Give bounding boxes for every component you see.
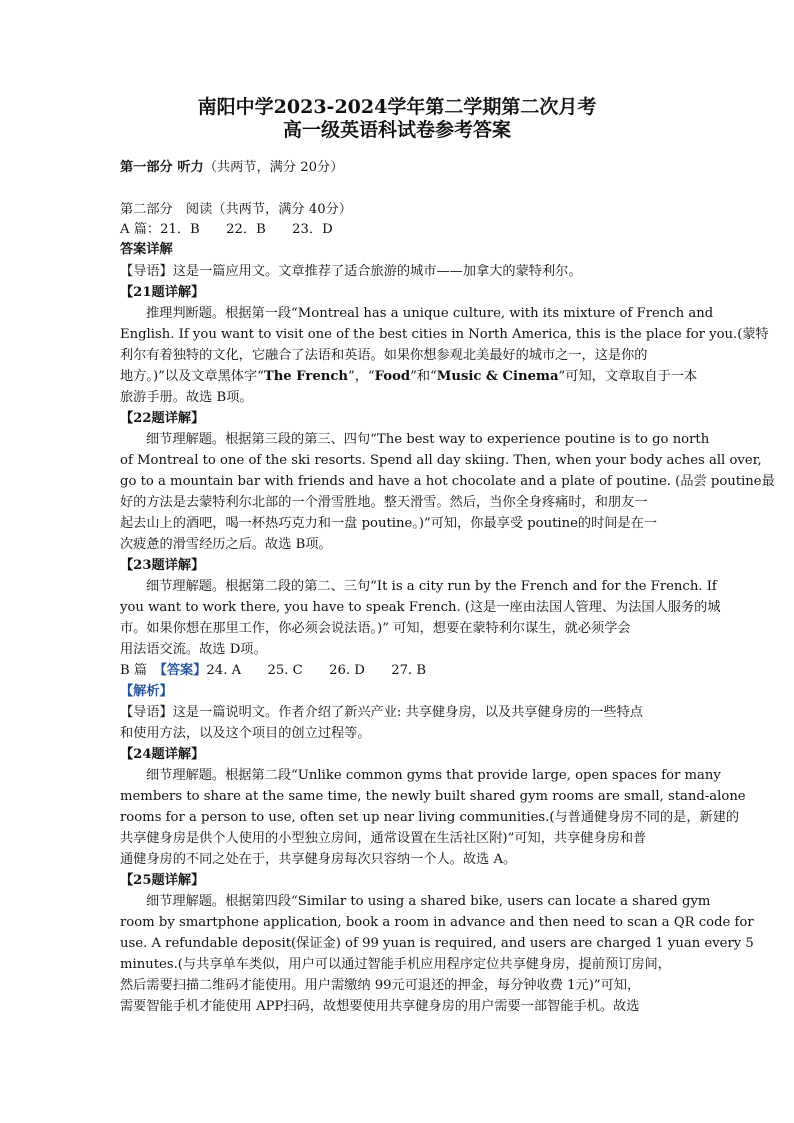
q21-text: ”，“ [347, 369, 375, 384]
keyword-the-french: The French [263, 369, 348, 384]
q24-line: rooms for a person to use, often set up near living communities.(与普通健身房不同的是，新建的 [120, 810, 740, 825]
keyword-food: Food [374, 369, 411, 384]
q21-line: 推理判断题。根据第一段“Montreal has a unique culture, with its mixture of French and [146, 306, 714, 321]
keyword-music-cinema: Music & Cinema [436, 369, 559, 384]
q23-line: you want to work there, you have to speak French. (这是一座由法国人管理、为法国人服务的城 [120, 600, 721, 615]
q22-line: of Montreal to one of the ski resorts. Spend all day skiing. Then, when your body aches all over, [120, 453, 762, 468]
q23-line: 细节理解题。根据第二段的第二、三句“It is a city run by the French and for the French. If [146, 579, 717, 594]
q22-line: 起去山上的酒吧，喝一杯热巧克力和一盘 poutine。)”可知，你最享受 poutine的时间是在一 [120, 516, 658, 531]
q25-line: 需要智能手机才能使用 APP扫码，故想要使用共享健身房的用户需要一部智能手机。故选 [120, 999, 640, 1014]
q22-line: 细节理解题。根据第三段的第三、四句“The best way to experience poutine is to go north [146, 432, 710, 447]
q22-label: 【22题详解】 [120, 411, 205, 426]
q23-line: 用法语交流。故选 D项。 [120, 642, 267, 657]
q21-line: English. If you want to visit one of the best cities in North America, this is the place for you.(蒙特 [120, 327, 769, 342]
document-subtitle: 高一级英语科试卷参考答案 [282, 119, 511, 141]
q22-line: 好的方法是去蒙特利尔北部的一个滑雪胜地。整天滑雪。然后，当你全身疼痛时，和朋友一 [120, 495, 648, 510]
q25-line: use. A refundable deposit(保证金) of 99 yuan is required, and users are charged 1 yuan every 5 [120, 936, 754, 951]
q21-label: 【21题详解】 [120, 285, 205, 300]
part1-heading-rest: （共两节，满分 20分） [203, 160, 344, 175]
a-answers: A 篇：21．B 22．B 23．D [120, 222, 333, 237]
q25-line: 细节理解题。根据第四段“Similar to using a shared bike, users can locate a shared gym [146, 894, 711, 909]
b-guide-line: 【导语】这是一篇说明文。作者介绍了新兴产业: 共享健身房，以及共享健身房的一些特点 [120, 705, 643, 720]
b-answer-label: 【答案】 [160, 663, 207, 678]
q22-line: go to a mountain bar with friends and have a hot chocolate and a plate of poutine. (品尝 poutine最 [120, 474, 775, 489]
q21-text: ”和“ [410, 369, 437, 384]
b-answers: 24. A 25. C 26. D 27. B [206, 663, 427, 678]
document-title: 南阳中学2023-2024学年第二学期第二次月考 [197, 96, 597, 118]
q24-line: 细节理解题。根据第二段“Unlike common gyms that provide large, open spaces for many [146, 768, 721, 783]
detail-label: 答案详解 [120, 242, 173, 257]
part2-heading: 第二部分 阅读（共两节，满分 40分） [120, 202, 352, 217]
q24-line: 共享健身房是供个人使用的小型独立房间，通常设置在生活社区附)”可知，共享健身房和普 [120, 831, 647, 846]
b-prefix: B 篇 [120, 663, 161, 678]
part1-heading-bold: 第一部分 听力 [120, 160, 204, 175]
q23-line: 市。如果你想在那里工作，你必须会说法语。)” 可知，想要在蒙特利尔谋生，就必须学会 [120, 621, 631, 636]
q22-line: 次疲惫的滑雪经历之后。故选 B项。 [120, 537, 332, 552]
q25-line: room by smartphone application, book a room in advance and then need to scan a QR code for [120, 915, 754, 930]
q21-text: 地方。)”以及文章黑体字“ [120, 369, 264, 384]
q25-line: 然后需要扫描二维码才能使用。用户需缴纳 99元可退还的押金，每分钟收费 1元)”可知， [120, 978, 641, 993]
b-answers-row [120, 661, 680, 681]
q25-label: 【25题详解】 [120, 873, 205, 888]
b-guide-line: 和使用方法，以及这个项目的创立过程等。 [120, 726, 371, 741]
a-guide: 【导语】这是一篇应用文。文章推荐了适合旅游的城市——加拿大的蒙特利尔。 [120, 264, 582, 279]
part1-heading [120, 158, 680, 178]
q21-line: 利尔有着独特的文化，它融合了法语和英语。如果你想参观北美最好的城市之一，这是你的 [120, 348, 648, 363]
q25-line: minutes.(与共享单车类似，用户可以通过智能手机应用程序定位共享健身房，提前预订房间， [120, 957, 671, 972]
q24-line: 通健身房的不同之处在于，共享健身房每次只容纳一个人。故选 A。 [120, 852, 517, 867]
b-analysis-label: 【解析】 [120, 684, 173, 699]
q23-label: 【23题详解】 [120, 558, 205, 573]
q21-line: 旅游手册。故选 B项。 [120, 390, 253, 405]
q24-label: 【24题详解】 [120, 747, 205, 762]
q24-line: members to share at the same time, the newly built shared gym rooms are small, stand-alone [120, 789, 746, 804]
q21-line-keywords [120, 367, 698, 387]
q21-text: ”可知，文章取自于一本 [558, 369, 698, 384]
